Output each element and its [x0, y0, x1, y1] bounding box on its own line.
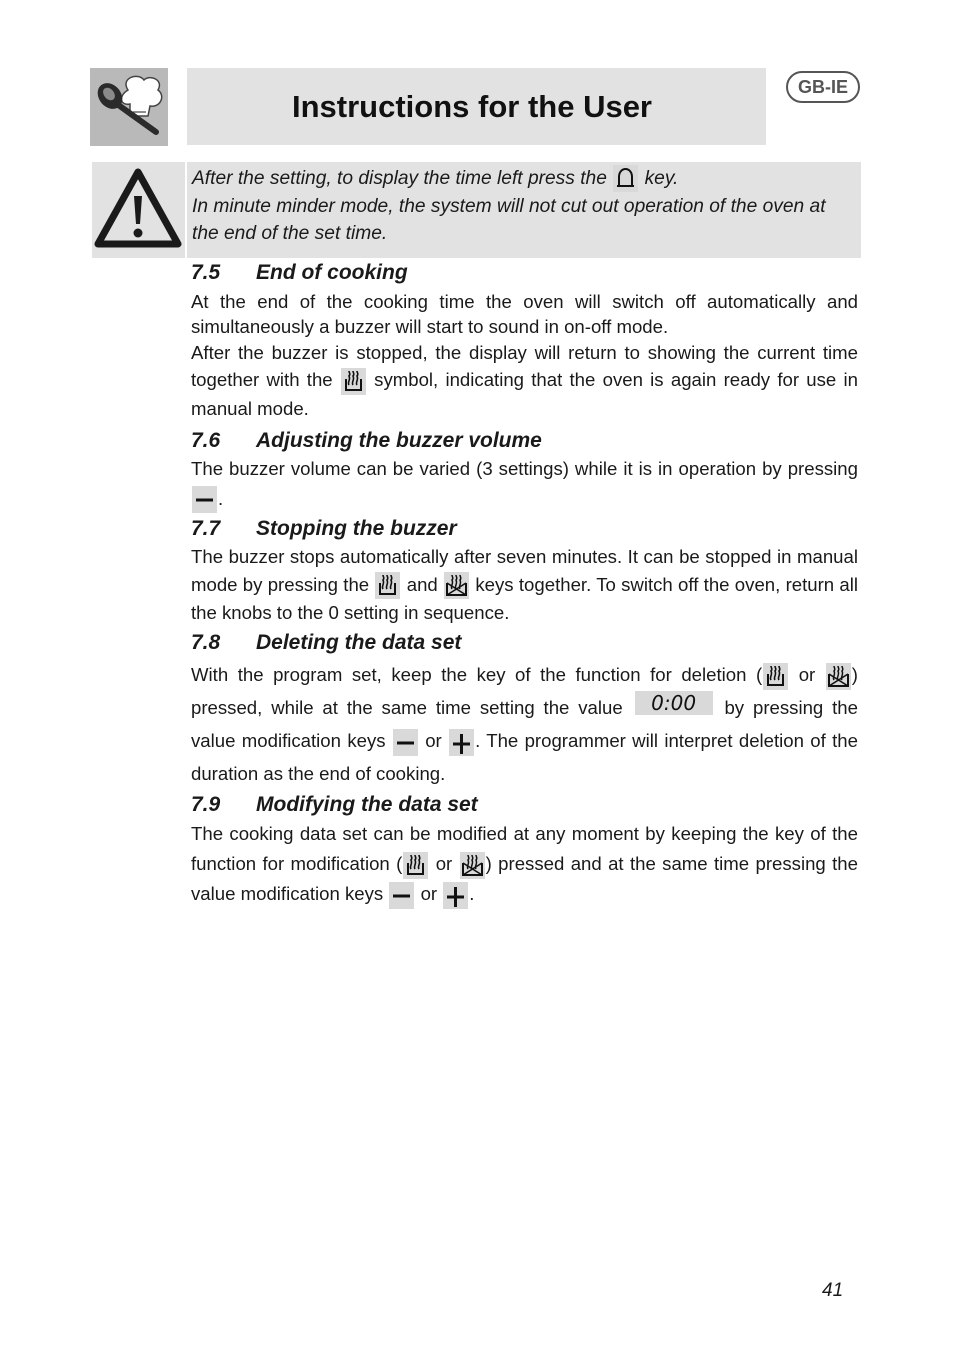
manual-heat-key-icon [341, 368, 366, 395]
section-heading-7-8: 7.8 Deleting the data set [191, 631, 462, 655]
chef-hat-spoon-icon [90, 68, 168, 146]
paragraph-7-5-a: At the end of the cooking time the oven will switch off automatically and simultaneously a buzzer will start to sound in on-off mode. [191, 291, 858, 337]
bell-key-icon [613, 165, 638, 192]
end-cooking-key-icon [444, 572, 469, 599]
end-cooking-key-icon [460, 852, 485, 879]
paragraph-7-6: The buzzer volume can be varied (3 settings) while it is in operation by pressing . [191, 454, 858, 514]
page-title-banner [187, 68, 766, 145]
page-title: Instructions for the User [292, 88, 652, 124]
page-number: 41 [822, 1280, 844, 1301]
warning-note [187, 162, 861, 258]
paragraph-7-7: The buzzer stops automatically after seven minutes. It can be stopped in manual mode by pressing the and keys together. To switch off the oven, return all the knobs to the 0 setting in sequence. [191, 545, 859, 624]
plus-key-icon [449, 729, 474, 756]
section-heading-7-9: 7.9 Modifying the data set [191, 793, 478, 817]
section-heading-7-6: 7.6 Adjusting the buzzer volume [191, 428, 542, 452]
section-heading-7-5: 7.5 End of cooking [191, 261, 408, 284]
section-heading-7-7: 7.7 Stopping the buzzer [191, 516, 457, 540]
end-cooking-key-icon [826, 663, 851, 690]
minus-key-icon [389, 882, 414, 909]
warning-line2: In minute minder mode, the system will not cut out operation of the oven at the end of the set time. [192, 195, 826, 244]
manual-heat-key-icon [403, 852, 428, 879]
minus-key-icon [192, 486, 217, 513]
region-badge: GB-IE [786, 71, 860, 103]
warning-line1-end: key. [644, 168, 679, 189]
paragraph-7-8-a: With the program set, keep the key of the function for deletion ( or ) pressed, while at the same time setting the value 0:00 by pressing the value modification keys or . The programmer will interpret deletion of the duration as the end of cooking. [191, 664, 858, 785]
paragraph-7-9: The cooking data set can be modified at any moment by keeping the key of the function for modification ( or ) pressed and at the same time pressing the value modification keys or . [191, 819, 858, 909]
paragraph-7-5-b: After the buzzer is stopped, the display will return to showing the current time together with the symbol, indicating that the oven is again ready for use in manual mode. [191, 342, 858, 419]
minus-key-icon [393, 729, 418, 756]
main-content [191, 258, 858, 909]
warning-triangle-icon [92, 162, 185, 258]
display-value: 0:00 [635, 691, 713, 715]
manual-heat-key-icon [763, 663, 788, 690]
warning-icon-box [92, 162, 185, 258]
warning-line1-start: After the setting, to display the time left press the [192, 168, 607, 189]
plus-key-icon [443, 882, 468, 909]
manual-heat-key-icon [375, 572, 400, 599]
